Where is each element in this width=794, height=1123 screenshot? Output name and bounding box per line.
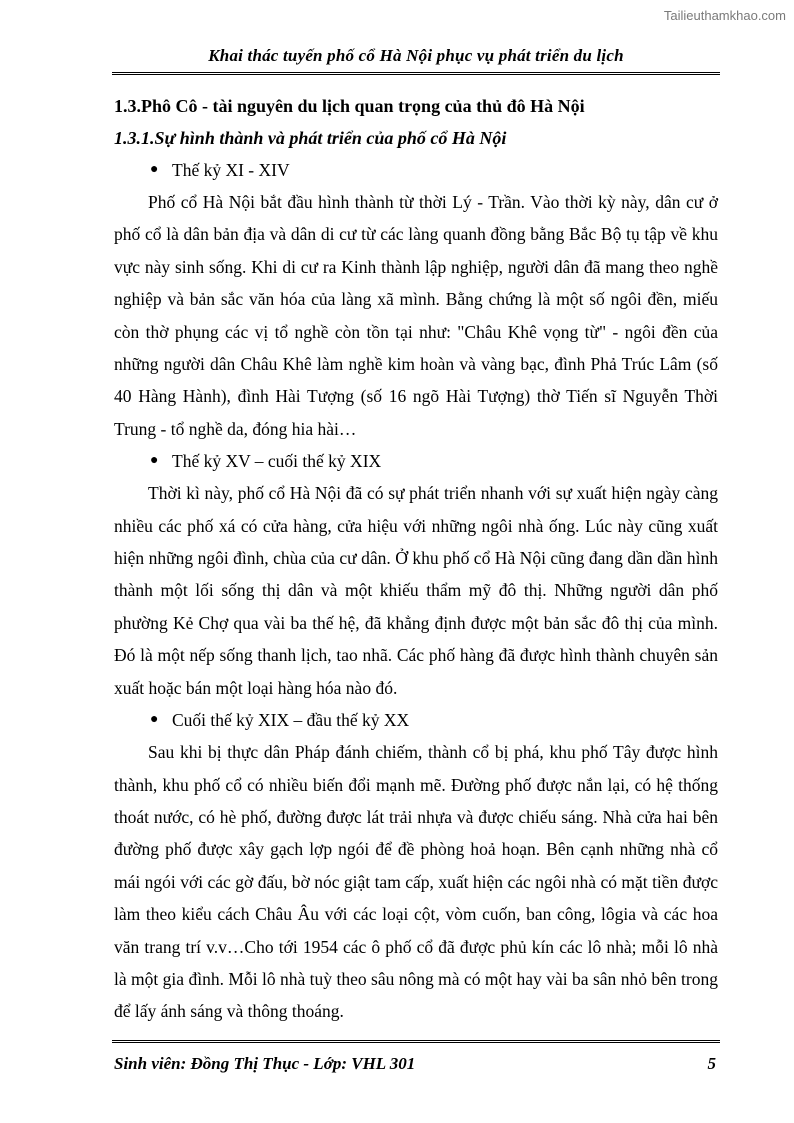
bullet-label: Thế kỷ XV – cuối thế kỷ XIX xyxy=(172,451,382,472)
bullet-item xyxy=(114,704,718,736)
subsection-heading: 1.3.1.Sự hình thành và phát triển của phố cổ Hà Nội xyxy=(114,128,507,148)
bullet-icon: ● xyxy=(150,162,159,177)
header-divider xyxy=(112,72,720,75)
page-header-title: Khai thác tuyến phố cổ Hà Nội phục vụ phát triển du lịch xyxy=(208,46,624,65)
bullet-icon: ● xyxy=(150,712,159,728)
bullet-item xyxy=(114,445,718,477)
body-paragraph: Sau khi bị thực dân Pháp đánh chiếm, thành cổ bị phá, khu phố Tây được hình thành, khu phố cổ có nhiều biến đổi mạnh mẽ. Đường phố được nắn lại, có hệ thống thoát nước, có hè phố, đường được lát trải nhựa và được chiếu sáng. Nhà cửa hai bên đường phố được xây gạch lợp ngói để đề phòng hoả hoạn. Bên cạnh những nhà cổ mái ngói với các gờ đấu, bờ nóc giật tam cấp, xuất hiện các ngôi nhà có mặt tiền được làm theo kiểu cách Châu Âu với các loại cột, vòm cuốn, ban công, lôgia và các hoa văn trang trí v.v…Cho tới 1954 các ô phố cổ đã được phủ kín các lô nhà; mỗi lô nhà là một gia đình. Mỗi lô nhà tuỳ theo sâu nông mà có một hay vài ba sân nhỏ bên trong để lấy ánh sáng và thông thoáng. xyxy=(114,742,718,1022)
page-number: 5 xyxy=(707,1054,716,1073)
body-paragraph: Phố cổ Hà Nội bắt đầu hình thành từ thời Lý - Trần. Vào thời kỳ này, dân cư ở phố cổ là dân bản địa và dân di cư từ các làng quanh đồng bằng Bắc Bộ tụ tập về khu vực này sinh sống. Khi di cư ra Kinh thành lập nghiệp, người dân đã mang theo nghề nghiệp và bản sắc văn hóa của làng xã mình. Bằng chứng là một số ngôi đền, miếu còn thờ phụng các vị tổ nghề còn tồn tại như: "Châu Khê vọng từ" - ngôi đền của những người dân Châu Khê làm nghề kim hoàn và vàng bạc, đình Phả Trúc Lâm (số 40 Hàng Hành), đình Hài Tượng (số 16 ngõ Hài Tượng) thờ Tiến sĩ Nguyễn Thời Trung - tổ nghề da, đóng hia hài… xyxy=(114,192,718,439)
section-heading: 1.3.Phô Cô - tài nguyên du lịch quan trọng của thủ đô Hà Nội xyxy=(114,96,585,116)
body-paragraph: Thời kì này, phố cổ Hà Nội đã có sự phát triển nhanh với sự xuất hiện ngày càng nhiều các phố xá có cửa hàng, cửa hiệu với những ngôi nhà ống. Lúc này cũng xuất hiện những ngôi đình, chùa của cư dân. Ở khu phố cổ Hà Nội cũng đang dần dần hình thành một lối sống thị dân và một khiếu thẩm mỹ đô thị. Những người dân phố phường Kẻ Chợ qua vài ba thế hệ, đã khẳng định được một bản sắc đô thị của mình. Đó là một nếp sống thanh lịch, tao nhã. Các phố hàng đã được hình thành chuyên sản xuất hoặc bán một loại hàng hóa nào đó. xyxy=(114,483,718,698)
bullet-label: Cuối thế kỷ XIX – đầu thế kỷ XX xyxy=(172,710,410,731)
watermark-text: Tailieuthamkhao.com xyxy=(663,8,786,23)
bullet-item xyxy=(114,154,718,186)
document-body xyxy=(114,90,718,1028)
bullet-icon: ● xyxy=(150,453,159,469)
footer-author: Sinh viên: Đồng Thị Thục - Lớp: VHL 301 xyxy=(114,1054,416,1073)
footer-divider xyxy=(112,1040,720,1043)
bullet-label: Thế kỷ XI - XIV xyxy=(172,160,290,180)
